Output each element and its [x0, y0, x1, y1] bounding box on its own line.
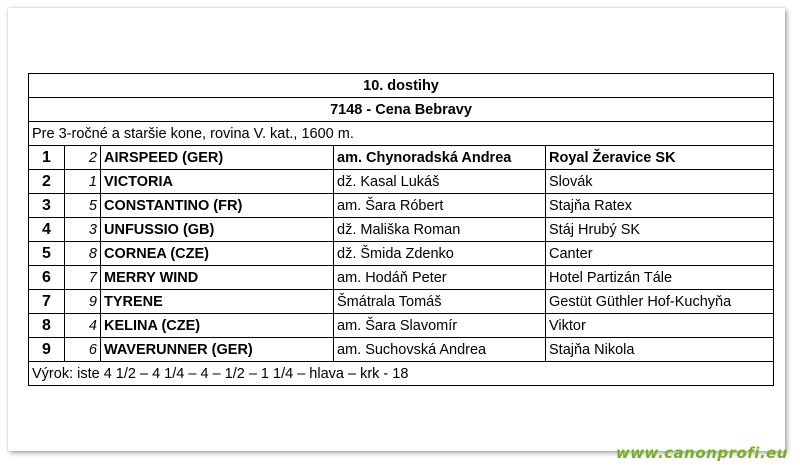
- place-cell: 2: [29, 170, 65, 194]
- owner-cell: Viktor: [546, 314, 774, 338]
- horse-name-cell: VICTORIA: [101, 170, 334, 194]
- start-number-cell: 2: [65, 146, 101, 170]
- result-row: [29, 338, 774, 362]
- jockey-cell: Šmátrala Tomáš: [334, 290, 546, 314]
- horse-name-cell: CONSTANTINO (FR): [101, 194, 334, 218]
- jockey-cell: am. Šara Slavomír: [334, 314, 546, 338]
- result-row: [29, 170, 774, 194]
- start-number-cell: 3: [65, 218, 101, 242]
- place-cell: 8: [29, 314, 65, 338]
- start-number-cell: 9: [65, 290, 101, 314]
- jockey-cell: am. Chynoradská Andrea: [334, 146, 546, 170]
- result-row: [29, 146, 774, 170]
- place-cell: 6: [29, 266, 65, 290]
- result-row: [29, 266, 774, 290]
- place-cell: 1: [29, 146, 65, 170]
- start-number-cell: 8: [65, 242, 101, 266]
- place-cell: 5: [29, 242, 65, 266]
- horse-name-cell: AIRSPEED (GER): [101, 146, 334, 170]
- start-number-cell: 1: [65, 170, 101, 194]
- race-results-table: [28, 73, 774, 386]
- horse-name-cell: UNFUSSIO (GB): [101, 218, 334, 242]
- margins-text: Výrok: iste 4 1/2 – 4 1/4 – 4 – 1/2 – 1 1/4 – hlava – krk - 18: [29, 362, 774, 386]
- race-number: 10. dostihy: [29, 74, 774, 98]
- result-row: [29, 194, 774, 218]
- start-number-cell: 5: [65, 194, 101, 218]
- horse-name-cell: MERRY WIND: [101, 266, 334, 290]
- watermark: www.canonprofi.eu: [615, 444, 788, 462]
- jockey-cell: dž. Šmida Zdenko: [334, 242, 546, 266]
- owner-cell: Canter: [546, 242, 774, 266]
- jockey-cell: am. Suchovská Andrea: [334, 338, 546, 362]
- owner-cell: Royal Žeravice SK: [546, 146, 774, 170]
- result-row: [29, 242, 774, 266]
- owner-cell: Gestüt Güthler Hof-Kuchyňa: [546, 290, 774, 314]
- race-name: 7148 - Cena Bebravy: [29, 98, 774, 122]
- horse-name-cell: CORNEA (CZE): [101, 242, 334, 266]
- owner-cell: Stajňa Ratex: [546, 194, 774, 218]
- result-row: [29, 314, 774, 338]
- result-footer-row: [29, 362, 774, 386]
- horse-name-cell: TYRENE: [101, 290, 334, 314]
- place-cell: 7: [29, 290, 65, 314]
- jockey-cell: dž. Mališka Roman: [334, 218, 546, 242]
- start-number-cell: 6: [65, 338, 101, 362]
- place-cell: 3: [29, 194, 65, 218]
- place-cell: 9: [29, 338, 65, 362]
- jockey-cell: am. Hodáň Peter: [334, 266, 546, 290]
- owner-cell: Slovák: [546, 170, 774, 194]
- start-number-cell: 4: [65, 314, 101, 338]
- result-row: [29, 290, 774, 314]
- jockey-cell: dž. Kasal Lukáš: [334, 170, 546, 194]
- race-conditions: Pre 3-ročné a staršie kone, rovina V. kat., 1600 m.: [29, 122, 774, 146]
- owner-cell: Hotel Partizán Tále: [546, 266, 774, 290]
- horse-name-cell: KELINA (CZE): [101, 314, 334, 338]
- start-number-cell: 7: [65, 266, 101, 290]
- result-row: [29, 218, 774, 242]
- horse-name-cell: WAVERUNNER (GER): [101, 338, 334, 362]
- owner-cell: Stajňa Nikola: [546, 338, 774, 362]
- owner-cell: Stáj Hrubý SK: [546, 218, 774, 242]
- jockey-cell: am. Šara Róbert: [334, 194, 546, 218]
- place-cell: 4: [29, 218, 65, 242]
